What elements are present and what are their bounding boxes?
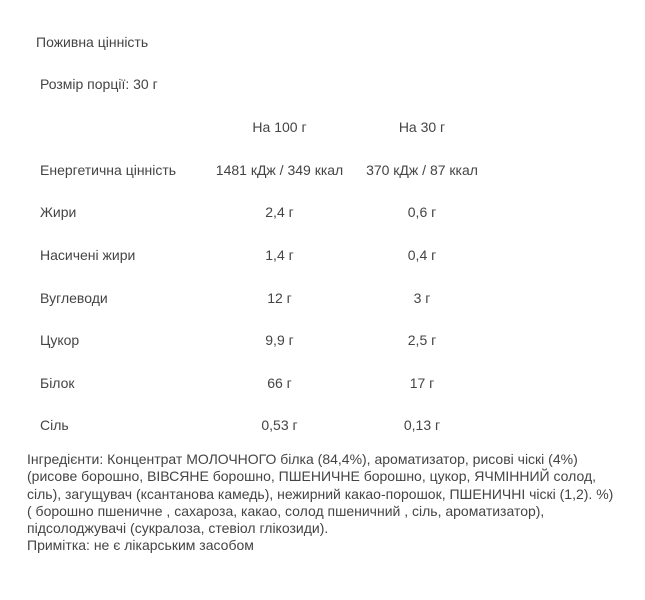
nutrient-name: Вуглеводи — [40, 289, 108, 306]
nutrient-per-30g: 3 г — [413, 289, 431, 306]
table-row — [29, 319, 492, 362]
nutrient-per-100g: 9,9 г — [265, 332, 294, 349]
header-cell-name — [29, 106, 207, 149]
table-row — [29, 362, 492, 405]
nutrient-per-30g: 0,4 г — [407, 247, 437, 264]
table-header-row — [29, 106, 492, 149]
nutrient-per-100g: 1,4 г — [265, 247, 294, 264]
ingredients-block — [27, 451, 617, 555]
nutrient-per-30g: 0,13 г — [403, 417, 441, 434]
nutrient-per-100g: 0,53 г — [261, 417, 298, 434]
nutrient-per-100g: 1481 кДж / 349 ккал — [215, 161, 344, 178]
table-row — [29, 149, 492, 192]
nutrient-per-30g: 2,5 г — [407, 332, 437, 349]
serving-size: Розмір порції: 30 г — [40, 76, 158, 92]
nutrient-name: Білок — [40, 374, 75, 391]
nutrient-per-30g: 17 г — [409, 374, 435, 391]
table-row — [29, 404, 492, 447]
nutrient-per-30g: 0,6 г — [407, 204, 437, 221]
nutrient-name: Цукор — [40, 332, 80, 349]
nutrient-name: Жири — [40, 204, 77, 221]
nutrient-per-30g: 370 кДж / 87 ккал — [366, 161, 478, 178]
table-row — [29, 191, 492, 234]
section-title: Поживна цінність — [36, 34, 149, 50]
ingredients-text: Інгредієнти: Концентрат МОЛОЧНОГО білка (84,4%), ароматизатор, рисові чіскі (4%) (рисове борошно, ВІВСЯНЕ борошно, ПШЕНИЧНЕ борошно, цукор, ЯЧМІННИЙ солод, сіль), загущувач (ксантанова камедь), нежирний какао-порошок, ПШЕНИЧНІ чіскі (1,2). %)( борошно пшеничне , сахароза, какао, солод пшеничний , сіль, ароматизатор), підсолоджувачі (сукралоза, стевіол глікозиди). — [27, 451, 614, 537]
nutrient-per-100g: 66 г — [267, 374, 292, 391]
header-cell-per-100g: На 100 г — [252, 119, 307, 136]
nutrient-per-100g: 12 г — [267, 289, 292, 306]
table-row — [29, 234, 492, 277]
header-cell-per-30g: На 30 г — [398, 119, 446, 136]
nutrient-per-100g: 2,4 г — [265, 204, 294, 221]
note-text: Примітка: не є лікарським засобом — [27, 537, 254, 554]
nutrient-name: Енергетична цінність — [40, 161, 177, 178]
nutrient-name: Сіль — [40, 417, 69, 434]
table-row — [29, 276, 492, 319]
nutrient-name: Насичені жири — [40, 247, 136, 264]
nutrition-table — [29, 106, 492, 447]
